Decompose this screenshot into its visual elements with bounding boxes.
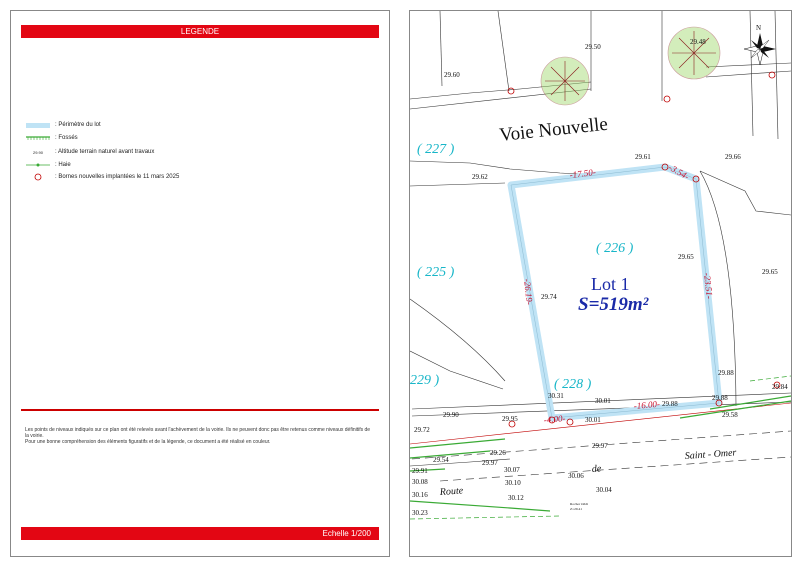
spot-height: 29.66 <box>725 153 741 161</box>
road-name-word: Route <box>439 485 464 498</box>
spot-height: 29.48 <box>690 38 706 46</box>
legend-item-boundary <box>25 172 179 182</box>
boundary-marker-icon <box>567 419 573 425</box>
legend-divider <box>21 409 379 411</box>
spot-height: 29.65 <box>678 253 694 261</box>
perimeter-swatch-icon <box>25 120 51 130</box>
spot-height: 29.54 <box>433 456 449 464</box>
scale-label: Echelle 1/200 <box>21 527 379 540</box>
ditch-icon <box>25 133 51 143</box>
spot-height: 29.90 <box>443 411 459 419</box>
dimension-label: -3.54- <box>667 162 691 182</box>
road-name-word: Saint - Omer <box>684 447 737 462</box>
spot-height: 30.12 <box>508 494 524 502</box>
tree-icon <box>668 27 720 79</box>
legend-title: LEGENDE <box>21 25 379 38</box>
tree-icon <box>541 57 589 105</box>
boundary-marker-icon <box>25 172 51 182</box>
site-plan <box>410 11 791 556</box>
spot-height: 29.88 <box>662 400 678 408</box>
spot-height: 30.07 <box>504 466 520 474</box>
spot-height: 29.88 <box>718 369 734 377</box>
parcel-number: ( 227 ) <box>417 142 455 157</box>
north-arrow-icon <box>744 33 776 65</box>
spot-height: 29.72 <box>414 426 430 434</box>
dimension-label: -17.50- <box>569 166 597 180</box>
dimension-label: -16.00- <box>633 398 661 411</box>
parcel-number: 229 ) <box>410 373 440 388</box>
spot-height: 30.01 <box>595 397 611 405</box>
reference-label: Rocher Oddi <box>570 502 588 506</box>
spot-height: 30.23 <box>412 509 428 517</box>
spot-height: 29.65 <box>762 268 778 276</box>
legend-note-line: Les points de niveaux indiqués sur ce plan ont été relevés avant l'achèvement de la voirie. Ils ne peuvent donc pas être retenus comme niveaux définitifs de la voirie. <box>25 427 371 439</box>
plan-sheet <box>409 10 792 557</box>
boundary-marker-icon <box>769 72 775 78</box>
spot-height: 29.97 <box>592 442 608 450</box>
legend-note <box>25 427 375 445</box>
spot-height: 29.74 <box>541 293 557 301</box>
legend-item-label: : Bornes nouvelles implantées le 11 mars 2025 <box>55 174 180 180</box>
legend-item-perimeter <box>25 120 101 130</box>
hedge-icon <box>25 160 51 170</box>
road-name-word: de <box>591 463 602 475</box>
street-name-voie-nouvelle: Voie Nouvelle <box>498 113 609 146</box>
legend-item-label: : Périmètre du lot <box>55 122 101 128</box>
spot-height: 30.06 <box>568 472 584 480</box>
spot-height: 30.01 <box>585 416 601 424</box>
dimension-label: -4.00- <box>543 413 566 425</box>
dimension-label: -26.19- <box>522 278 535 306</box>
north-label: N <box>756 24 762 32</box>
spot-height: 29.97 <box>482 459 498 467</box>
legend-item-ditch <box>25 133 78 143</box>
spot-height: 29.84 <box>772 383 788 391</box>
legend-item-hedge <box>25 160 71 170</box>
spot-height: 30.31 <box>548 392 564 400</box>
spot-height: 29.50 <box>585 43 601 51</box>
legend-item-altitude <box>25 147 154 157</box>
spot-height: 29.91 <box>412 467 428 475</box>
spot-height: 29.60 <box>444 71 460 79</box>
spot-height: 29.58 <box>722 411 738 419</box>
parcel-number: ( 225 ) <box>417 265 455 280</box>
legend-note-line: Pour une bonne compréhension des éléments figuratifs et de la légende, ce document a été réalisé en couleur. <box>25 439 271 445</box>
lot-name: Lot 1 <box>591 274 630 294</box>
legend-item-label: : Fossés <box>55 135 78 141</box>
dimension-label: -23.51- <box>702 272 715 300</box>
spot-height: 30.04 <box>596 486 612 494</box>
reference-label: Z=29.41 <box>570 507 582 511</box>
spot-height: 29.88 <box>712 394 728 402</box>
spot-height: 29.61 <box>635 153 651 161</box>
spot-height: 29.62 <box>472 173 488 181</box>
spot-height: 29.26 <box>490 449 506 457</box>
spot-height: 29.95 <box>502 415 518 423</box>
parcel-number: ( 228 ) <box>554 377 592 392</box>
legend-sheet <box>10 10 390 557</box>
lot-area: S=519m² <box>578 294 649 315</box>
spot-height: 30.10 <box>505 479 521 487</box>
altitude-marker-icon: 29.90 <box>32 149 43 155</box>
boundary-marker-icon <box>664 96 670 102</box>
spot-height: 30.08 <box>412 478 428 486</box>
legend-item-label: : Altitude terrain naturel avant travaux <box>55 149 155 155</box>
legend-item-label: : Haie <box>55 162 71 168</box>
spot-height: 30.16 <box>412 491 428 499</box>
parcel-number: ( 226 ) <box>596 241 634 256</box>
